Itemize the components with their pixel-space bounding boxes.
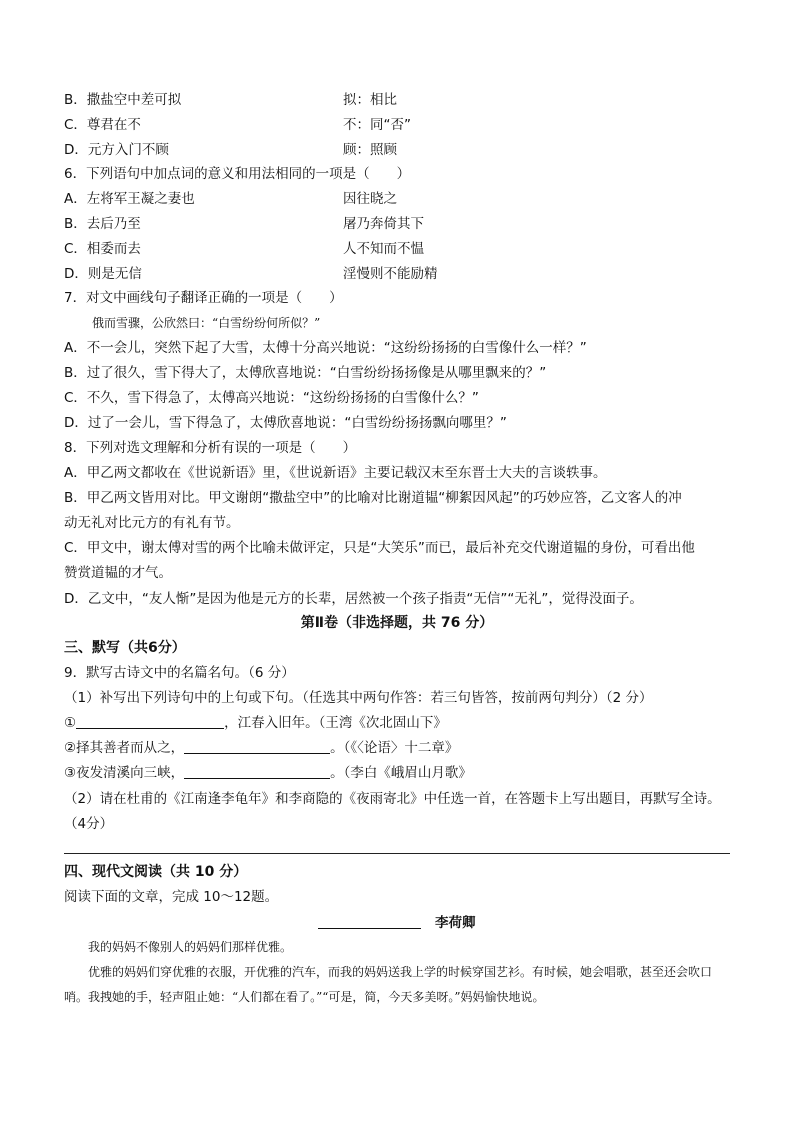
q9-stem: 9．默写古诗文中的名篇名句。（6 分） xyxy=(64,665,295,681)
q8-option-a: A．甲乙两文都收在《世说新语》里，《世说新语》主要记载汉末至东晋士大夫的言谈轶事。 xyxy=(64,465,607,481)
q7-stem: 7．对文中画线句子翻译正确的一项是（ ） xyxy=(64,290,343,306)
q9-item-2-text-after: 。（《〈论语〉十二章》 xyxy=(330,740,459,756)
answer-blank-3[interactable] xyxy=(184,764,330,779)
q8-stem: 8．下列对选文理解和分析有误的一项是（ ） xyxy=(64,440,357,456)
q6-option-c-pair: 人不知而不愠 xyxy=(343,241,424,257)
section4-heading: 四、现代文阅读（共 10 分） xyxy=(64,864,248,880)
q5-option-c xyxy=(64,115,411,135)
q5-option-b-gloss: 拟：相比 xyxy=(343,92,397,108)
answer-blank-2[interactable] xyxy=(184,739,330,754)
q5-option-b xyxy=(64,90,397,110)
q7-option-b: B．过了很久，雪下得大了，太傅欣喜地说：“白雪纷纷扬扬像是从哪里飘来的？” xyxy=(64,365,547,381)
essay-author: 李荷卿 xyxy=(435,915,476,931)
q9-item-3-text-after: 。（李白《峨眉山月歌》 xyxy=(330,765,472,781)
q6-option-b-pair: 屠乃奔倚其下 xyxy=(343,216,424,232)
part2-heading: 第Ⅱ卷（非选择题，共 76 分） xyxy=(300,615,494,631)
q6-option-c-text: C．相委而去 xyxy=(64,241,141,257)
q6-option-d xyxy=(64,264,438,284)
essay-title-line xyxy=(318,913,476,933)
q9-item-2 xyxy=(64,738,458,758)
answer-blank-1[interactable] xyxy=(76,714,224,729)
essay-title-blank[interactable] xyxy=(318,914,421,929)
section-divider xyxy=(64,853,730,854)
q6-option-d-pair: 淫慢则不能励精 xyxy=(343,266,438,282)
q5-option-d-text: D．元方入门不顾 xyxy=(64,142,169,158)
q9-item-2-text-before: ②择其善者而从之， xyxy=(64,740,185,756)
essay-paragraph-1: 我的妈妈不像别人的妈妈们那样优雅。 xyxy=(88,940,293,954)
q8-option-b-line1: B．甲乙两文皆用对比。甲文谢朗“撒盐空中”的比喻对比谢道韫“柳絮因风起”的巧妙应答，乙文客人的冲 xyxy=(64,490,682,506)
q7-option-c: C．不久，雪下得急了，太傅高兴地说：“这纷纷扬扬的白雪像什么？” xyxy=(64,390,479,406)
q9-sub1-instruction: （1）补写出下列诗句中的上句或下句。（任选其中两句作答：若三句皆答，按前两句判分）（2 分） xyxy=(64,690,653,706)
q6-option-b-text: B．去后乃至 xyxy=(64,216,141,232)
essay-paragraph-2: 优雅的妈妈们穿优雅的衣服，开优雅的汽车，而我的妈妈送我上学的时候穿国艺衫。有时候，她会唱歌，甚至还会吹口哨。我拽她的手，轻声阻止她：“人们都在看了。”“可是，简，今天多美呀。”妈妈愉快地说。 xyxy=(64,965,713,1004)
q6-stem: 6．下列语句中加点词的意义和用法相同的一项是（ ） xyxy=(64,166,411,182)
q6-option-a-pair: 因往晓之 xyxy=(343,191,397,207)
q9-sub2-line1: （2）请在杜甫的《江南逢李龟年》和李商隐的《夜雨寄北》中任选一首，在答题卡上写出题目，再默写全诗。 xyxy=(64,791,721,807)
q7-option-a: A．不一会儿，突然下起了大雪，太傅十分高兴地说：“这纷纷扬扬的白雪像什么一样？” xyxy=(64,340,587,356)
section3-heading: 三、默写（共6分） xyxy=(64,640,186,656)
q5-option-c-gloss: 不：同“否” xyxy=(343,117,411,133)
q6-option-d-text: D．则是无信 xyxy=(64,266,142,282)
q8-option-c-line1: C．甲文中，谢太傅对雪的两个比喻未做评定，只是“大笑乐”而已，最后补充交代谢道韫的身份，可看出他 xyxy=(64,540,695,556)
q9-item-1-number: ① xyxy=(64,715,77,731)
q5-option-b-text: B．撒盐空中差可拟 xyxy=(64,92,182,108)
q9-item-3 xyxy=(64,763,472,783)
q9-item-3-text-before: ③夜发清溪向三峡， xyxy=(64,765,185,781)
q5-option-c-text: C．尊君在不 xyxy=(64,117,141,133)
q8-option-c-line2: 赞赏道韫的才气。 xyxy=(64,565,172,581)
section4-intro: 阅读下面的文章，完成 10～12题。 xyxy=(64,889,279,905)
q6-option-c xyxy=(64,239,424,259)
q8-option-b-line2: 动无礼对比元方的有礼有节。 xyxy=(64,515,240,531)
q7-option-d: D．过了一会儿，雪下得急了，太傅欣喜地说：“白雪纷纷扬扬飘向哪里？” xyxy=(64,415,507,431)
q6-option-a xyxy=(64,189,397,209)
q8-option-d: D．乙文中，“友人惭”是因为他是元方的长辈，居然被一个孩子指责“无信”“无礼”，觉得没面子。 xyxy=(64,591,643,607)
q9-sub2-line2: （4分） xyxy=(64,816,114,832)
q5-option-d xyxy=(64,140,397,160)
q5-option-d-gloss: 顾：照顾 xyxy=(343,142,397,158)
q9-item-1 xyxy=(64,713,447,733)
q7-quoted-sentence: 俄而雪骤，公欣然曰：“白雪纷纷何所似？” xyxy=(92,316,321,330)
q6-option-b xyxy=(64,214,424,234)
q6-option-a-text: A．左将军王凝之妻也 xyxy=(64,191,195,207)
q9-item-1-text: ，江春入旧年。（王湾《次北固山下》 xyxy=(224,715,447,731)
